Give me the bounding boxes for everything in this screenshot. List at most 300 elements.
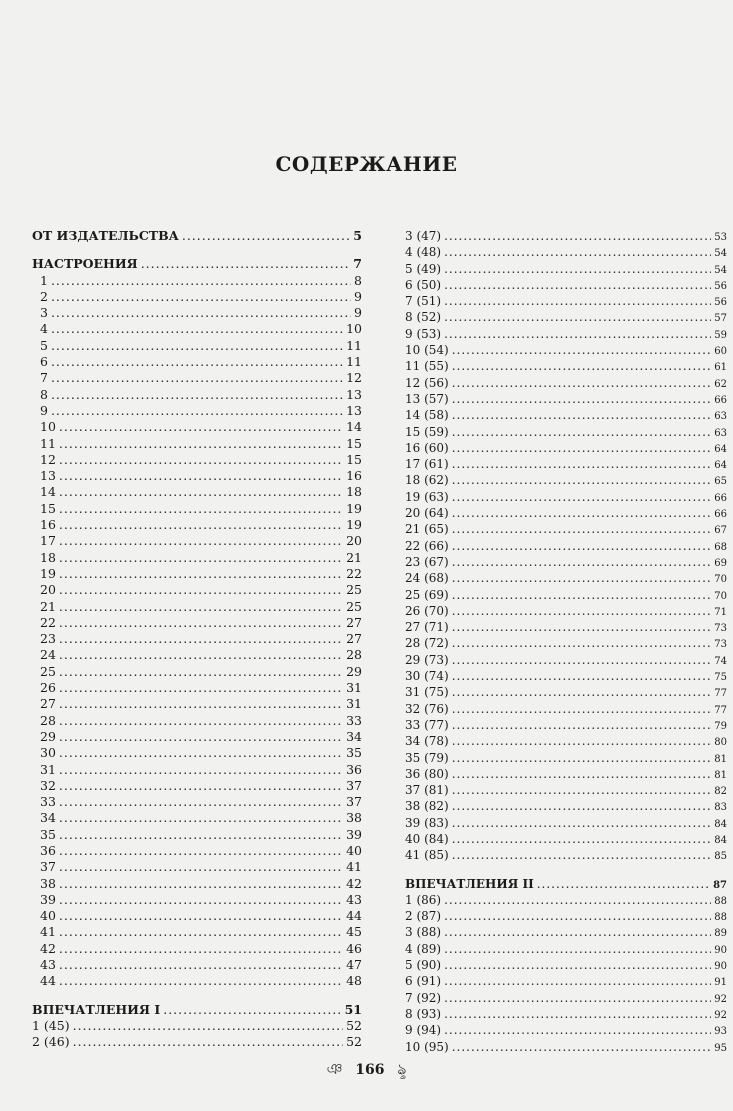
toc-entry-page: 65 bbox=[714, 476, 727, 488]
dot-leader bbox=[51, 387, 343, 403]
toc-entry bbox=[32, 941, 362, 957]
toc-entry-label: 26 (70) bbox=[405, 603, 449, 618]
toc-entry bbox=[32, 436, 362, 452]
toc-entry-label: 3 (88) bbox=[405, 925, 442, 940]
toc-entry-label: 6 bbox=[40, 354, 48, 370]
toc-entry-page: 38 bbox=[346, 810, 362, 826]
toc-entry bbox=[405, 815, 727, 831]
toc-entry bbox=[32, 533, 362, 549]
toc-entry-page: 15 bbox=[346, 451, 362, 467]
toc-entry-label: 28 bbox=[40, 712, 56, 728]
dot-leader bbox=[444, 277, 711, 293]
toc-entry bbox=[405, 957, 727, 973]
dot-leader bbox=[452, 652, 712, 668]
toc-entry-label: 20 bbox=[40, 582, 56, 598]
toc-entry-label: 8 bbox=[40, 386, 48, 402]
toc-entry-page: 57 bbox=[714, 313, 727, 325]
toc-entry-label: 1 (45) bbox=[32, 1017, 70, 1033]
toc-entry-label: 5 (49) bbox=[405, 261, 442, 276]
toc-entry-label: 40 bbox=[40, 908, 56, 924]
toc-entry bbox=[32, 827, 362, 843]
dot-leader bbox=[452, 440, 712, 456]
toc-entry-page: 13 bbox=[346, 386, 362, 402]
toc-section bbox=[32, 256, 362, 989]
toc-entry-page: 54 bbox=[714, 264, 727, 276]
dot-leader bbox=[452, 521, 712, 537]
toc-entry bbox=[405, 244, 727, 260]
toc-entry bbox=[405, 668, 727, 684]
toc-entry bbox=[32, 892, 362, 908]
toc-entry-page: 77 bbox=[714, 704, 727, 716]
dot-leader bbox=[452, 668, 712, 684]
dot-leader bbox=[452, 717, 712, 733]
toc-entry bbox=[32, 582, 362, 598]
toc-entry-label: 4 (48) bbox=[405, 245, 442, 260]
toc-entry bbox=[405, 782, 727, 798]
dot-leader bbox=[452, 619, 712, 635]
dot-leader bbox=[444, 228, 711, 244]
dot-leader bbox=[59, 566, 343, 582]
toc-entry-label: 3 (47) bbox=[405, 229, 442, 243]
toc-entry-page: 9 bbox=[354, 305, 362, 321]
toc-entry bbox=[405, 684, 727, 700]
toc-entry-label: 20 (64) bbox=[405, 506, 449, 521]
toc-entry-page: 89 bbox=[714, 928, 727, 940]
dot-leader bbox=[59, 533, 343, 549]
toc-entry bbox=[32, 403, 362, 419]
dot-leader bbox=[51, 321, 343, 337]
toc-entry-page: 83 bbox=[714, 802, 727, 814]
toc-entry-page: 40 bbox=[346, 842, 362, 858]
toc-entry-label: ВПЕЧАТЛЕНИЯ II bbox=[405, 876, 534, 891]
toc-entry-page: 73 bbox=[714, 623, 727, 635]
toc-entry-label: 7 (51) bbox=[405, 294, 442, 309]
toc-entry bbox=[32, 778, 362, 794]
dot-leader bbox=[452, 342, 712, 358]
dot-leader bbox=[452, 750, 712, 766]
toc-entry-page: 43 bbox=[346, 891, 362, 907]
dot-leader bbox=[452, 701, 712, 717]
dot-leader bbox=[452, 847, 712, 863]
toc-entry-page: 19 bbox=[346, 517, 362, 533]
dot-leader bbox=[59, 517, 343, 533]
dot-leader bbox=[59, 696, 343, 712]
toc-entry-label: 10 (54) bbox=[405, 343, 449, 358]
toc-entry-label: 35 bbox=[40, 826, 56, 842]
toc-entry-label: 14 (58) bbox=[405, 408, 449, 423]
dot-leader bbox=[452, 815, 712, 831]
toc-entry bbox=[405, 603, 727, 619]
toc-entry-label: 17 (61) bbox=[405, 457, 449, 472]
toc-section bbox=[32, 228, 362, 244]
toc-entry-page: 61 bbox=[714, 362, 727, 374]
toc-entry-label: 21 (65) bbox=[405, 522, 449, 537]
dot-leader bbox=[59, 973, 343, 989]
dot-leader bbox=[59, 892, 343, 908]
toc-entry-page: 56 bbox=[714, 297, 727, 309]
dot-leader bbox=[452, 505, 712, 521]
dot-leader bbox=[59, 484, 343, 500]
toc-entry bbox=[32, 517, 362, 533]
toc-entry-label: 10 (95) bbox=[405, 1039, 449, 1054]
toc-entry-label: 34 bbox=[40, 810, 56, 826]
dot-leader bbox=[452, 375, 712, 391]
dot-leader bbox=[59, 762, 343, 778]
toc-entry bbox=[32, 484, 362, 500]
toc-entry bbox=[405, 358, 727, 374]
toc-entry-page: 77 bbox=[714, 688, 727, 700]
dot-leader bbox=[452, 831, 712, 847]
toc-entry-label: 39 (83) bbox=[405, 815, 449, 830]
toc-entry-page: 84 bbox=[714, 834, 727, 846]
toc-entry-page: 79 bbox=[714, 720, 727, 732]
toc-entry-label: 16 bbox=[40, 517, 56, 533]
toc-entry-label: 25 bbox=[40, 663, 56, 679]
toc-entry bbox=[405, 277, 727, 293]
toc-entry-label: 16 (60) bbox=[405, 440, 449, 455]
toc-entry-page: 63 bbox=[714, 411, 727, 423]
toc-entry bbox=[32, 762, 362, 778]
toc-entry-label: 13 (57) bbox=[405, 391, 449, 406]
toc-entry bbox=[32, 1018, 362, 1034]
dot-leader bbox=[452, 456, 712, 472]
toc-entry-page: 14 bbox=[346, 419, 362, 435]
toc-entry-page: 39 bbox=[346, 826, 362, 842]
toc-entry bbox=[32, 729, 362, 745]
toc-entry-page: 42 bbox=[346, 875, 362, 891]
toc-entry bbox=[32, 664, 362, 680]
dot-leader bbox=[59, 631, 343, 647]
toc-entry-label: ОТ ИЗДАТЕЛЬСТВА bbox=[32, 228, 179, 243]
toc-entry bbox=[32, 859, 362, 875]
toc-entry-page: 34 bbox=[346, 728, 362, 744]
dot-leader bbox=[59, 908, 343, 924]
dot-leader bbox=[444, 1006, 711, 1022]
toc-entry-page: 25 bbox=[346, 598, 362, 614]
toc-entry bbox=[32, 696, 362, 712]
toc-entry bbox=[32, 452, 362, 468]
toc-entry-label: 6 (50) bbox=[405, 277, 442, 292]
dot-leader bbox=[444, 941, 711, 957]
dot-leader bbox=[59, 810, 343, 826]
toc-entry-page: 51 bbox=[344, 1001, 362, 1017]
toc-entry bbox=[405, 570, 727, 586]
dot-leader bbox=[444, 924, 711, 940]
toc-entry bbox=[32, 615, 362, 631]
toc-entry-page: 46 bbox=[346, 940, 362, 956]
dot-leader bbox=[452, 798, 712, 814]
toc-entry bbox=[405, 798, 727, 814]
toc-entry-label: НАСТРОЕНИЯ bbox=[32, 256, 138, 272]
toc-entry-page: 93 bbox=[714, 1026, 727, 1038]
toc-entry-label: 9 (94) bbox=[405, 1023, 442, 1038]
toc-entry-label: 2 bbox=[40, 288, 48, 304]
toc-entry bbox=[405, 924, 727, 940]
page-number: 166 bbox=[355, 1062, 385, 1078]
dot-leader bbox=[59, 941, 343, 957]
footer-ornament-left: ঞ bbox=[326, 1060, 343, 1078]
toc-entry-label: 18 (62) bbox=[405, 473, 449, 488]
dot-leader bbox=[73, 1018, 344, 1034]
toc-entry-label: 8 (52) bbox=[405, 310, 442, 325]
toc-entry-label: 24 (68) bbox=[405, 571, 449, 586]
dot-leader bbox=[444, 892, 711, 908]
toc-entry-label: 32 bbox=[40, 777, 56, 793]
toc-entry-label: 39 bbox=[40, 891, 56, 907]
dot-leader bbox=[537, 876, 710, 892]
dot-leader bbox=[59, 794, 343, 810]
toc-entry bbox=[32, 680, 362, 696]
toc-entry-label: 32 (76) bbox=[405, 701, 449, 716]
dot-leader bbox=[452, 391, 712, 407]
toc-entry bbox=[405, 505, 727, 521]
toc-entry-page: 80 bbox=[714, 737, 727, 749]
toc-entry bbox=[32, 973, 362, 989]
toc-section-heading bbox=[32, 256, 362, 272]
dot-leader bbox=[452, 570, 712, 586]
toc-entry-label: 43 bbox=[40, 957, 56, 973]
dot-leader bbox=[452, 603, 712, 619]
toc-entry-label: 18 bbox=[40, 549, 56, 565]
toc-entry-label: 37 bbox=[40, 859, 56, 875]
toc-entry-label: 19 bbox=[40, 565, 56, 581]
dot-leader bbox=[59, 664, 343, 680]
toc-entry-page: 45 bbox=[346, 924, 362, 940]
toc-entry-label: 11 (55) bbox=[405, 359, 449, 374]
toc-entry-label: 34 (78) bbox=[405, 734, 449, 749]
toc-entry-label: 14 bbox=[40, 484, 56, 500]
toc-entry-label: 33 (77) bbox=[405, 717, 449, 732]
dot-leader bbox=[51, 354, 343, 370]
toc-entry bbox=[405, 1022, 727, 1038]
toc-entry bbox=[405, 908, 727, 924]
toc-entry-page: 88 bbox=[714, 895, 727, 907]
dot-leader bbox=[59, 859, 343, 875]
toc-entry bbox=[32, 566, 362, 582]
toc-entry-label: 31 (75) bbox=[405, 685, 449, 700]
dot-leader bbox=[452, 489, 712, 505]
toc-entry-label: 30 bbox=[40, 745, 56, 761]
toc-entry bbox=[32, 501, 362, 517]
toc-entry bbox=[32, 419, 362, 435]
dot-leader bbox=[59, 924, 343, 940]
dot-leader bbox=[59, 452, 343, 468]
dot-leader bbox=[59, 827, 343, 843]
toc-entry-page: 73 bbox=[714, 639, 727, 651]
toc-entry-page: 37 bbox=[346, 777, 362, 793]
toc-entry-page: 74 bbox=[714, 655, 727, 667]
toc-entry-page: 41 bbox=[346, 859, 362, 875]
toc-section-heading bbox=[32, 1002, 362, 1018]
toc-entry bbox=[405, 228, 727, 244]
toc-entry-page: 81 bbox=[714, 769, 727, 781]
toc-entry-label: 27 (71) bbox=[405, 620, 449, 635]
dot-leader bbox=[444, 957, 711, 973]
dot-leader bbox=[59, 729, 343, 745]
toc-entry-page: 67 bbox=[714, 525, 727, 537]
toc-entry-label: 40 (84) bbox=[405, 831, 449, 846]
toc-entry-page: 18 bbox=[346, 484, 362, 500]
dot-leader bbox=[163, 1002, 341, 1018]
toc-entry bbox=[405, 391, 727, 407]
dot-leader bbox=[51, 403, 343, 419]
toc-entry bbox=[405, 538, 727, 554]
toc-entry bbox=[32, 1034, 362, 1050]
toc-entry-label: 29 bbox=[40, 728, 56, 744]
toc-entry bbox=[405, 472, 727, 488]
toc-entry bbox=[405, 990, 727, 1006]
toc-entry-page: 75 bbox=[714, 672, 727, 684]
toc-entry bbox=[32, 599, 362, 615]
dot-leader bbox=[452, 407, 712, 423]
toc-section-heading bbox=[405, 876, 727, 892]
toc-entry-label: 29 (73) bbox=[405, 652, 449, 667]
toc-entry bbox=[405, 309, 727, 325]
toc-entry-label: 4 bbox=[40, 321, 48, 337]
dot-leader bbox=[452, 472, 712, 488]
dot-leader bbox=[444, 293, 711, 309]
toc-entry-label: 5 (90) bbox=[405, 958, 442, 973]
dot-leader bbox=[444, 309, 711, 325]
page-footer bbox=[0, 1058, 733, 1083]
toc-entry-label: 22 (66) bbox=[405, 538, 449, 553]
dot-leader bbox=[59, 745, 343, 761]
toc-entry bbox=[405, 941, 727, 957]
dot-leader bbox=[444, 973, 711, 989]
dot-leader bbox=[59, 599, 343, 615]
toc-entry bbox=[32, 876, 362, 892]
dot-leader bbox=[452, 782, 712, 798]
toc-entry bbox=[405, 847, 727, 863]
toc-column-left bbox=[32, 228, 362, 1063]
toc-entry-label: 15 (59) bbox=[405, 424, 449, 439]
toc-entry-page: 52 bbox=[346, 1017, 362, 1033]
toc-entry-page: 19 bbox=[346, 500, 362, 516]
dot-leader bbox=[59, 501, 343, 517]
toc-entry-label: 2 (46) bbox=[32, 1034, 70, 1050]
dot-leader bbox=[51, 370, 343, 386]
toc-entry-page: 35 bbox=[346, 745, 362, 761]
dot-leader bbox=[59, 957, 343, 973]
toc-entry bbox=[32, 647, 362, 663]
toc-entry-label: 7 (92) bbox=[405, 990, 442, 1005]
toc-entry bbox=[405, 293, 727, 309]
dot-leader bbox=[59, 419, 343, 435]
dot-leader bbox=[452, 684, 712, 700]
toc-entry-label: 21 bbox=[40, 598, 56, 614]
toc-entry-page: 90 bbox=[714, 944, 727, 956]
toc-entry-page: 25 bbox=[346, 582, 362, 598]
toc-entry bbox=[32, 745, 362, 761]
toc-entry-page: 28 bbox=[346, 647, 362, 663]
toc-entry bbox=[405, 261, 727, 277]
toc-entry bbox=[405, 635, 727, 651]
toc-entry-page: 22 bbox=[346, 565, 362, 581]
dot-leader bbox=[452, 424, 712, 440]
dot-leader bbox=[59, 436, 343, 452]
toc-entry-label: 1 (86) bbox=[405, 892, 442, 907]
toc-entry bbox=[405, 750, 727, 766]
toc-entry bbox=[405, 424, 727, 440]
toc-entry-label: 12 (56) bbox=[405, 375, 449, 390]
toc-entry-page: 90 bbox=[714, 961, 727, 973]
toc-entry-page: 92 bbox=[714, 1009, 727, 1021]
toc-entry-label: 10 bbox=[40, 419, 56, 435]
dot-leader bbox=[59, 680, 343, 696]
toc-entry-page: 87 bbox=[713, 879, 727, 891]
toc-entry-label: 31 bbox=[40, 761, 56, 777]
toc-entry-page: 36 bbox=[346, 761, 362, 777]
toc-entry-page: 66 bbox=[714, 509, 727, 521]
toc-entry-label: 7 bbox=[40, 370, 48, 386]
dot-leader bbox=[51, 305, 351, 321]
toc-entry-page: 92 bbox=[714, 993, 727, 1005]
toc-entry-label: 22 bbox=[40, 614, 56, 630]
dot-leader bbox=[452, 1039, 712, 1055]
toc-entry bbox=[405, 973, 727, 989]
toc-entry-page: 12 bbox=[346, 370, 362, 386]
toc-entry-label: 13 bbox=[40, 468, 56, 484]
toc-entry-page: 8 bbox=[354, 272, 362, 288]
dot-leader bbox=[452, 538, 712, 554]
toc-entry-page: 27 bbox=[346, 631, 362, 647]
toc-entry bbox=[32, 924, 362, 940]
dot-leader bbox=[444, 326, 711, 342]
toc-entry-label: 24 bbox=[40, 647, 56, 663]
toc-entry-label: 19 (63) bbox=[405, 489, 449, 504]
toc-entry bbox=[405, 521, 727, 537]
toc-entry-label: 26 bbox=[40, 680, 56, 696]
toc-entry-label: 3 bbox=[40, 305, 48, 321]
toc-entry bbox=[405, 554, 727, 570]
toc-entry bbox=[405, 766, 727, 782]
page-title: СОДЕРЖАНИЕ bbox=[275, 152, 458, 176]
toc-entry-label: 30 (74) bbox=[405, 669, 449, 684]
toc-entry bbox=[405, 717, 727, 733]
toc-entry-page: 11 bbox=[346, 337, 362, 353]
toc-entry bbox=[32, 550, 362, 566]
toc-section bbox=[405, 228, 727, 864]
dot-leader bbox=[444, 261, 711, 277]
toc-entry-page: 91 bbox=[714, 977, 727, 989]
toc-entry-label: 1 bbox=[40, 272, 48, 288]
toc-entry-page: 82 bbox=[714, 786, 727, 798]
dot-leader bbox=[59, 468, 343, 484]
toc-entry bbox=[32, 843, 362, 859]
toc-entry-label: 11 bbox=[40, 435, 56, 451]
toc-entry-label: 12 bbox=[40, 451, 56, 467]
toc-entry bbox=[32, 794, 362, 810]
toc-entry-label: 36 bbox=[40, 842, 56, 858]
toc-entry bbox=[32, 354, 362, 370]
dot-leader bbox=[59, 876, 343, 892]
toc-entry bbox=[32, 273, 362, 289]
toc-entry bbox=[32, 908, 362, 924]
dot-leader bbox=[59, 550, 343, 566]
dot-leader bbox=[141, 256, 351, 272]
toc-entry-page: 48 bbox=[346, 973, 362, 989]
toc-entry bbox=[405, 831, 727, 847]
toc-entry-page: 88 bbox=[714, 912, 727, 924]
dot-leader bbox=[51, 289, 351, 305]
toc-entry bbox=[405, 619, 727, 635]
dot-leader bbox=[59, 647, 343, 663]
toc-entry bbox=[405, 456, 727, 472]
toc-entry-label: 9 (53) bbox=[405, 326, 442, 341]
toc-entry-page: 62 bbox=[714, 378, 727, 390]
toc-entry-page: 21 bbox=[346, 549, 362, 565]
toc-entry-page: 95 bbox=[714, 1042, 727, 1054]
